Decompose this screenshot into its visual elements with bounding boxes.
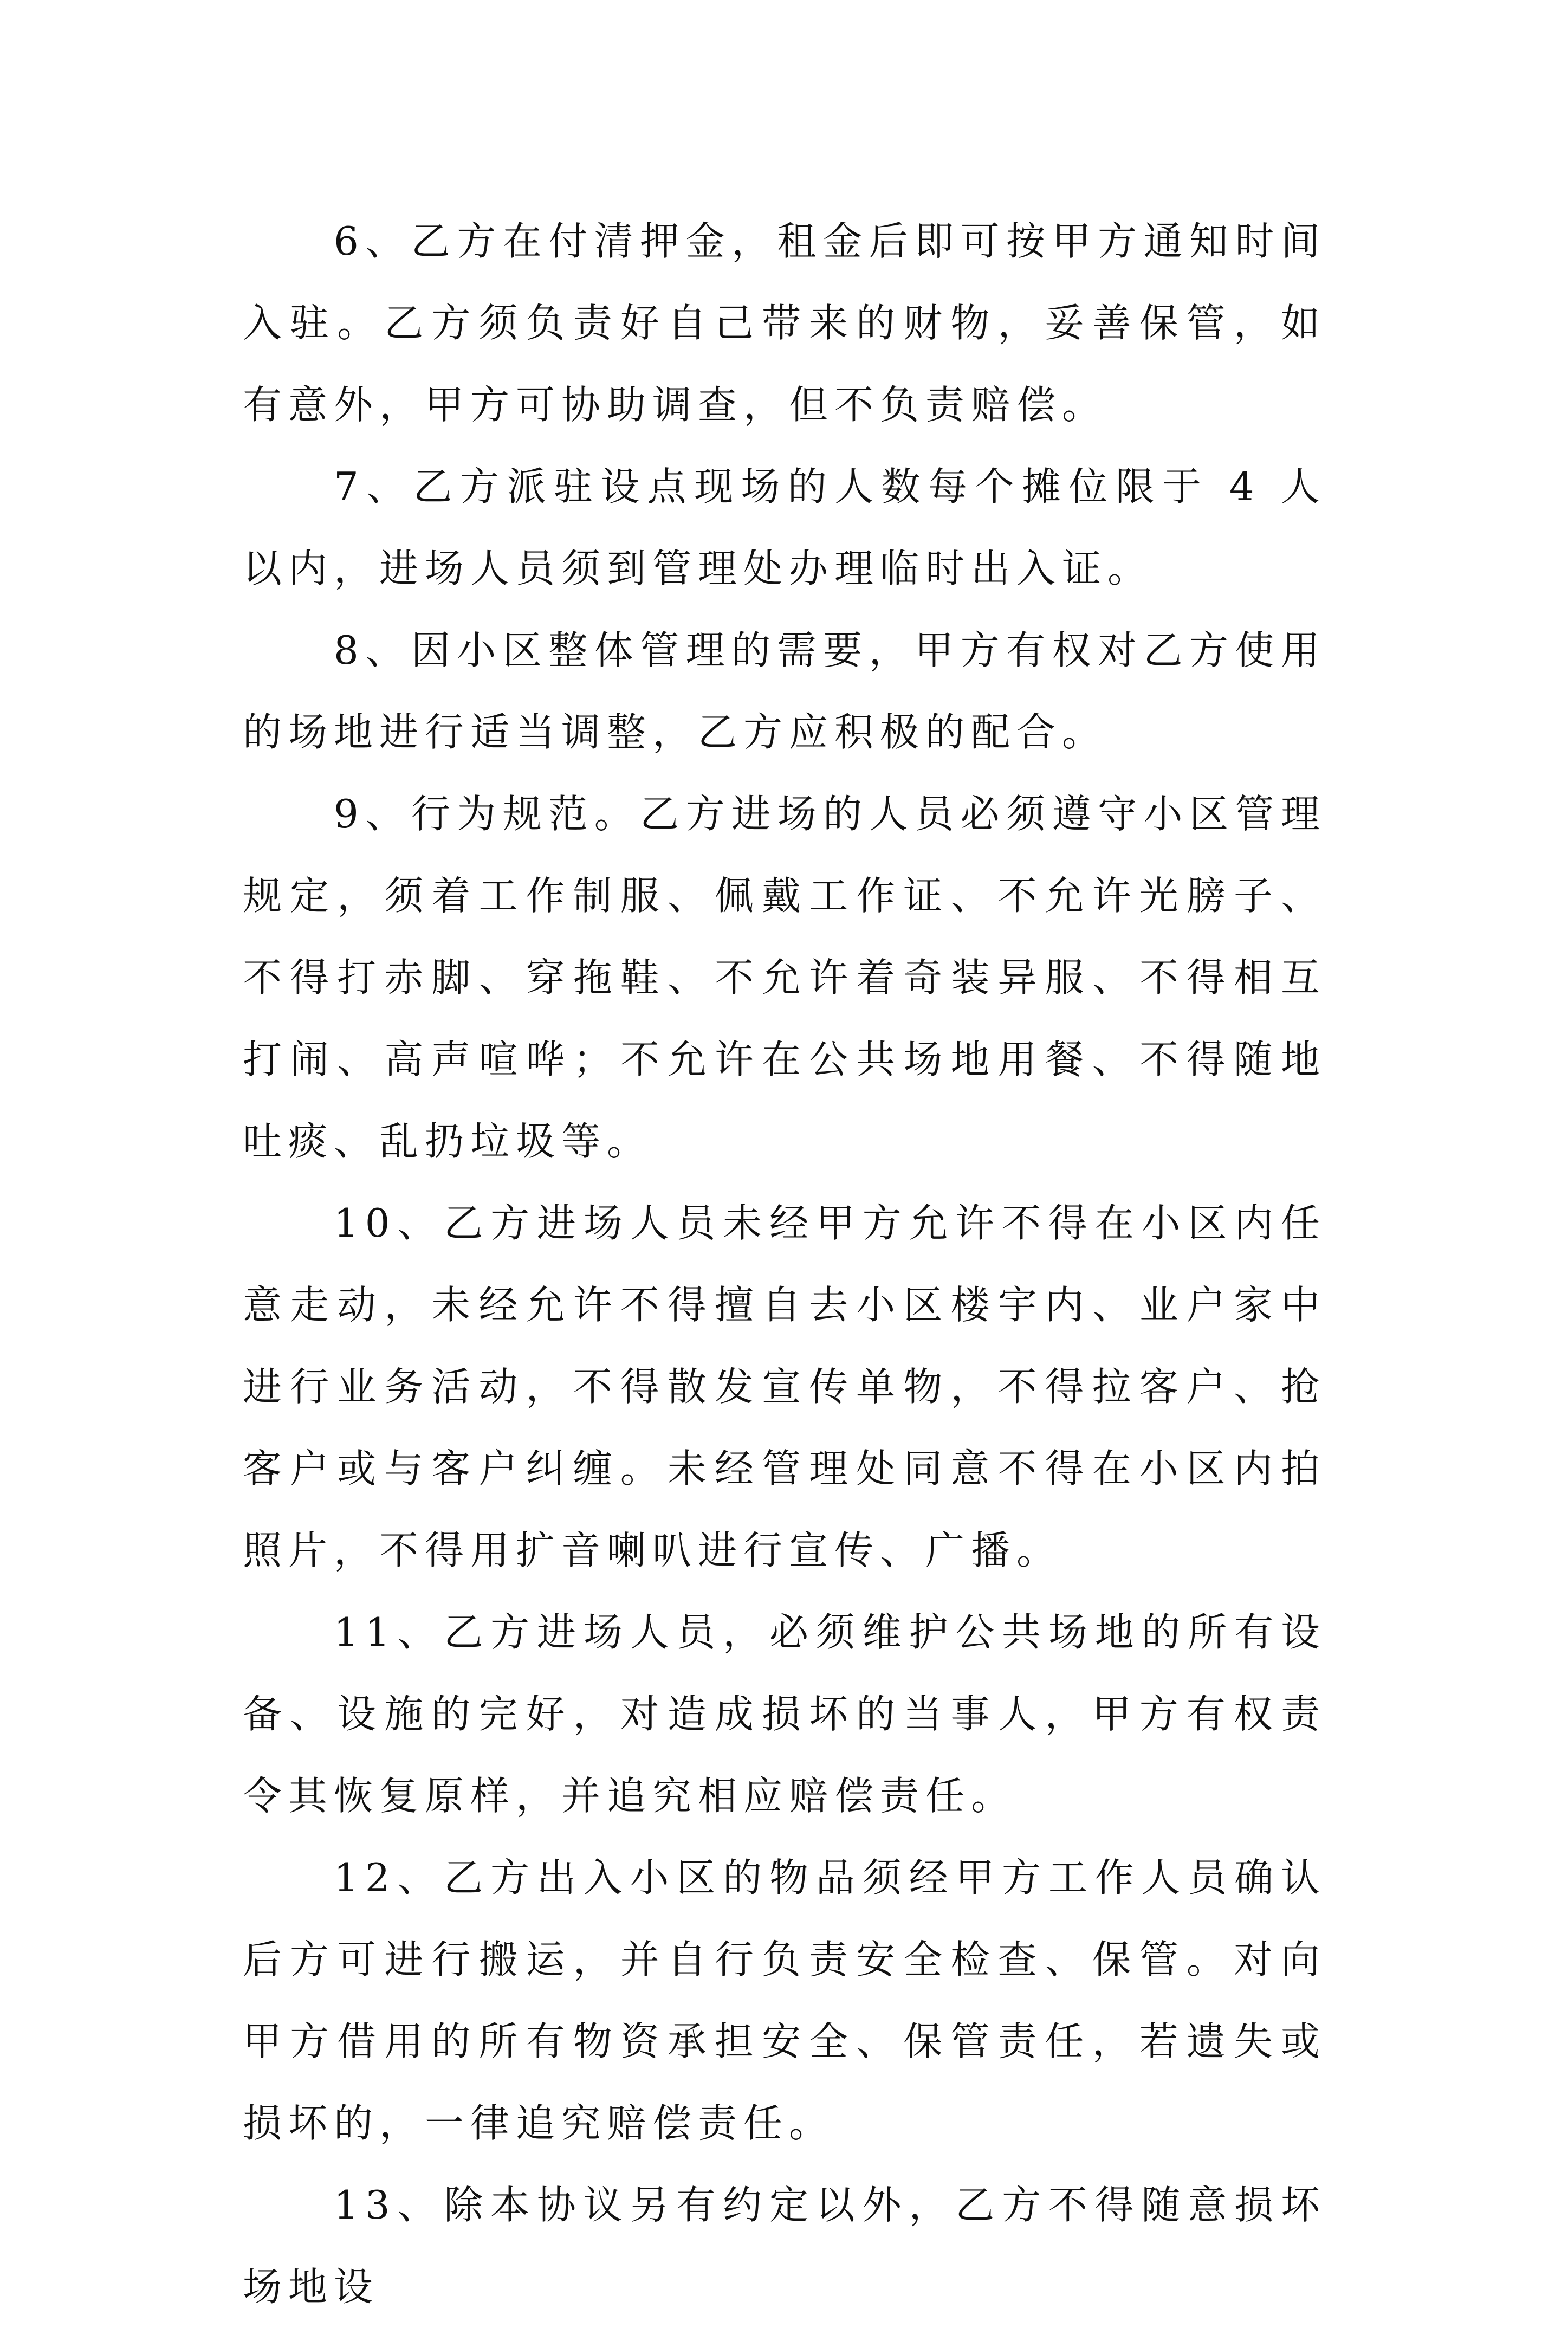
document-body	[243, 201, 1326, 2328]
paragraph-clause-8: 8、因小区整体管理的需要，甲方有权对乙方使用的场地进行适当调整，乙方应积极的配合。	[243, 628, 1326, 755]
paragraph-clause-6: 6、乙方在付清押金，租金后即可按甲方通知时间入驻。乙方须负责好自己带来的财物，妥善保管，如有意外，甲方可协助调查，但不负责赔偿。	[243, 218, 1326, 428]
paragraph-clause-12: 12、乙方出入小区的物品须经甲方工作人员确认后方可进行搬运，并自行负责安全检查、保管。对向甲方借用的所有物资承担安全、保管责任，若遗失或损坏的，一律追究赔偿责任。	[243, 1855, 1326, 2146]
paragraph-clause-10: 10、乙方进场人员未经甲方允许不得在小区内任意走动，未经允许不得擅自去小区楼宇内、业户家中进行业务活动，不得散发宣传单物，不得拉客户、抢客户或与客户纠缠。未经管理处同意不得在小区内拍照片，不得用扩音喇叭进行宣传、广播。	[243, 1200, 1326, 1573]
paragraph-clause-7: 7、乙方派驻设点现场的人数每个摊位限于 4 人以内，进场人员须到管理处办理临时出入证。	[243, 464, 1326, 591]
paragraph-clause-13: 13、除本协议另有约定以外，乙方不得随意损坏场地设	[243, 2182, 1326, 2310]
paragraph-clause-9: 9、行为规范。乙方进场的人员必须遵守小区管理规定，须着工作制服、佩戴工作证、不允许光膀子、不得打赤脚、穿拖鞋、不允许着奇装异服、不得相互打闹、高声喧哗；不允许在公共场地用餐、不得随地吐痰、乱扔垃圾等。	[243, 791, 1326, 1164]
paragraph-clause-11: 11、乙方进场人员，必须维护公共场地的所有设备、设施的完好，对造成损坏的当事人，甲方有权责令其恢复原样，并追究相应赔偿责任。	[243, 1609, 1326, 1819]
